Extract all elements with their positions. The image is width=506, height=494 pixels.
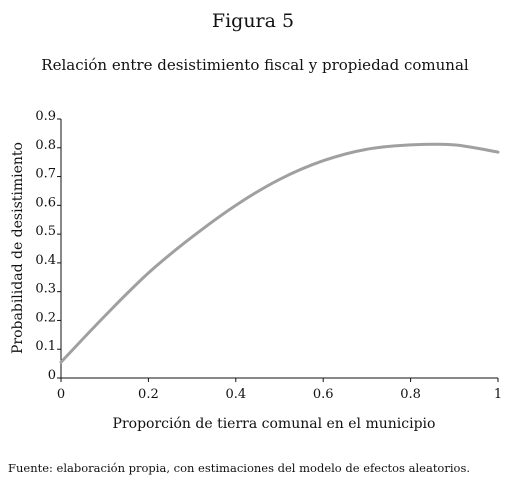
y-tick-label: 0.7 [35, 166, 56, 182]
y-tick-label: 0.4 [35, 252, 56, 268]
chart-title: Relación entre desistimiento fiscal y propiedad comunal [41, 56, 469, 74]
y-axis-label: Probabilidad de desistimiento [10, 142, 26, 354]
y-ticks [35, 109, 61, 383]
x-ticks [57, 378, 502, 402]
y-tick-label: 0.6 [35, 195, 56, 211]
x-tick-label: 0 [56, 387, 66, 402]
x-tick-label: 1 [493, 387, 503, 402]
y-tick-label: 0.2 [35, 310, 56, 326]
series-line [61, 144, 498, 362]
y-tick-label: 0.3 [35, 281, 56, 297]
x-tick-label: 0.6 [312, 387, 334, 402]
x-tick-label: 0.2 [138, 387, 159, 402]
figure-caption: Fuente: elaboración propia, con estimaciones del modelo de efectos aleatorios. [8, 461, 471, 475]
x-axis-label: Proporción de tierra comunal en el municipio [112, 416, 436, 432]
y-tick-label: 0.1 [35, 339, 56, 355]
x-tick-label: 0.8 [400, 387, 421, 402]
y-tick-label: 0.5 [35, 224, 56, 240]
y-tick-label: 0 [47, 368, 56, 383]
figure-label: Figura 5 [211, 10, 295, 32]
y-tick-label: 0.9 [35, 109, 56, 124]
y-tick-label: 0.8 [35, 137, 56, 153]
x-tick-label: 0.4 [225, 387, 247, 402]
axes [61, 119, 498, 378]
